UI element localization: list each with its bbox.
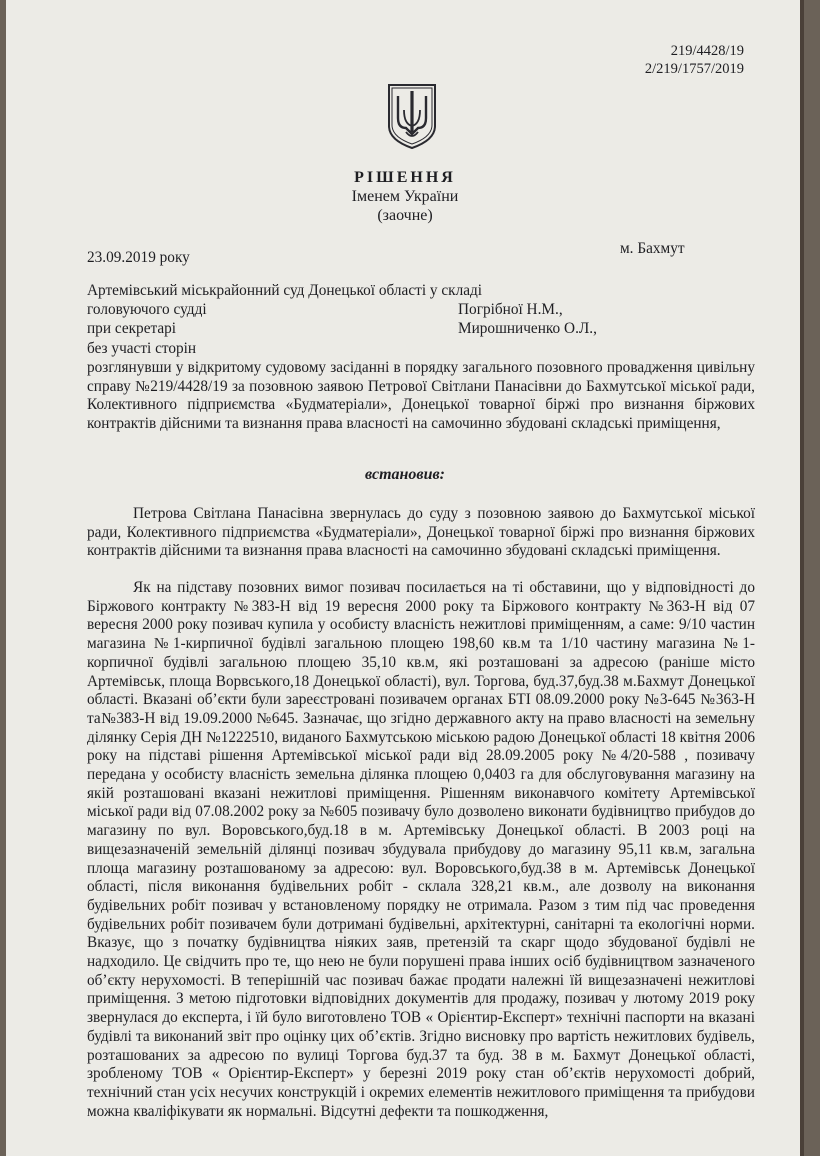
presiding-label: головуючого судді (87, 301, 207, 318)
trident-emblem-icon (386, 82, 438, 150)
parties-note: без участі сторін (87, 340, 197, 357)
presiding-name: Погрібної Н.М., (458, 301, 563, 318)
page-edge (800, 0, 804, 1156)
decision-date: 23.09.2019 року (87, 249, 190, 266)
secretary-name: Мирошниченко О.Л., (458, 320, 597, 337)
paragraph-2: Як на підставу позовних вимог позивач посилається на ті обставини, що у відповідності до Біржового контракту №383-Н від 19 вересня 2000 року та Біржового контракту №363-Н від 07 вересня 2000 року позивач купила у особисту власність нежитлові приміщенням, а саме: 9/10 частин магазина №1-кирпичної будівлі загальною площею 198,60 кв.м та 1/10 частину магазина №1-корпичної будівлі загальною площею 35,10 кв.м, які розташовані за адресою (раніше місто Артемівськ, площа Ворвського,18 Донецької області), вул. Торгова, буд.37,буд.38 м.Бахмут Донецької області. Вказані об’єкти були зареєстровані позивачем органах БТІ 08.09.2000 року №3-645 №363-Н та№383-Н від 19.09.2000 №645. Зазначає, що згідно державного акту на право власності на земельну ділянку Серія ДН №1222510, виданого Бахмутською міською радою Донецької області 18 квітня 2006 року на підставі рішення Артемівської міської ради від 28.09.2005 року №4/20-588 , позивачу передана у особисту власність земельна ділянка площею 0,0403 га для обслуговування магазину на якій розташовані вказані нежитлові приміщення. Рішенням виконавчого комітету Артемівської міської ради від 07.08.2002 року за №605 позивачу було дозволено виконати будівництво прибудов до магазину по вул. Воровського,буд.18 в м. Артемівську Донецької області. В 2003 році на вищезазначеній земельній ділянці позивач збудувала прибудову до магазину 95,11 кв.м, загальна площа магазину розташованому за адресою: вул. Воровського,буд.38 в м. Артемівськ Донецької області, після виконання будівельних робіт - склала 328,21 кв.м., але дозволу на виконання будівельних робіт позивач у встановленому порядку не отримала. Разом з тим під час проведення будівельних робіт позивачем були дотримані будівельні, архітектурні, санітарні та екологічні норми. Вказує, що з початку будівництва ніяких заяв, претензій та скарг щодо збудованої будівлі не надходило. Це свідчить про те, що нею не були порушені права інших осіб будівництвом зазначеного об’єкту нерухомості. В теперішній час позивач бажає продати належні їй вищезазначені нежитлові приміщення. З метою підготовки відповідних документів для продажу, позивач у лютому 2019 року звернулася до експерта, і їй було виготовлено ТОВ « Орієнтир-Експерт» технічні паспорти на вказані будівлі та виконаний звіт про оцінку цих об’єктів. Згідно висновку про вартість нежитлових будівель, розташованих за адресою по вулиці Торгова буд.37 та буд. 38 в м. Бахмут Донецької області, зробленому ТОВ « Орієнтир-Експерт» у березні 2019 року стан об’єктів нерухомості добрий, технічний стан усіх несучих конструкцій і окремих елементів нежитлового приміщення та прибудови можна кваліфікувати як нормальні. Відсутні дефекти та пошкодження, (87, 579, 755, 1120)
decision-city: м. Бахмут (620, 240, 685, 257)
proceeding-number: 2/219/1757/2019 (644, 61, 744, 77)
court-name: Артемівський міськрайонний суд Донецької області у складі (87, 282, 483, 299)
intro-paragraph: розглянувши у відкритому судовому засіданні в порядку загального позовного провадження цивільну справу №219/4428/19 за позовною заявою Петрової Світлани Панасівни до Бахмутської міської ради, Колективного підприємства «Будматеріали», Донецької товарної біржі про визнання біржових контрактів дійсними та визнання права власності на самочинно збудовані складські приміщення, (87, 359, 755, 433)
document-subtitle: Іменем України (351, 188, 459, 205)
secretary-label: при секретарі (87, 320, 177, 337)
document-page (6, 0, 804, 1156)
case-number: 219/4428/19 (670, 43, 744, 59)
section-heading: встановив: (365, 466, 445, 483)
paragraph-1: Петрова Світлана Панасівна звернулась до суду з позовною заявою до Бахмутської міської ради, Колективного підприємства «Будматеріали», Донецької товарної біржі про визнання біржових контрактів дійсними та визнання права власності на самочинно збудовані складські приміщення. (87, 505, 755, 560)
document-mode: (заочне) (377, 207, 433, 224)
document-title: РІШЕННЯ (354, 169, 456, 186)
